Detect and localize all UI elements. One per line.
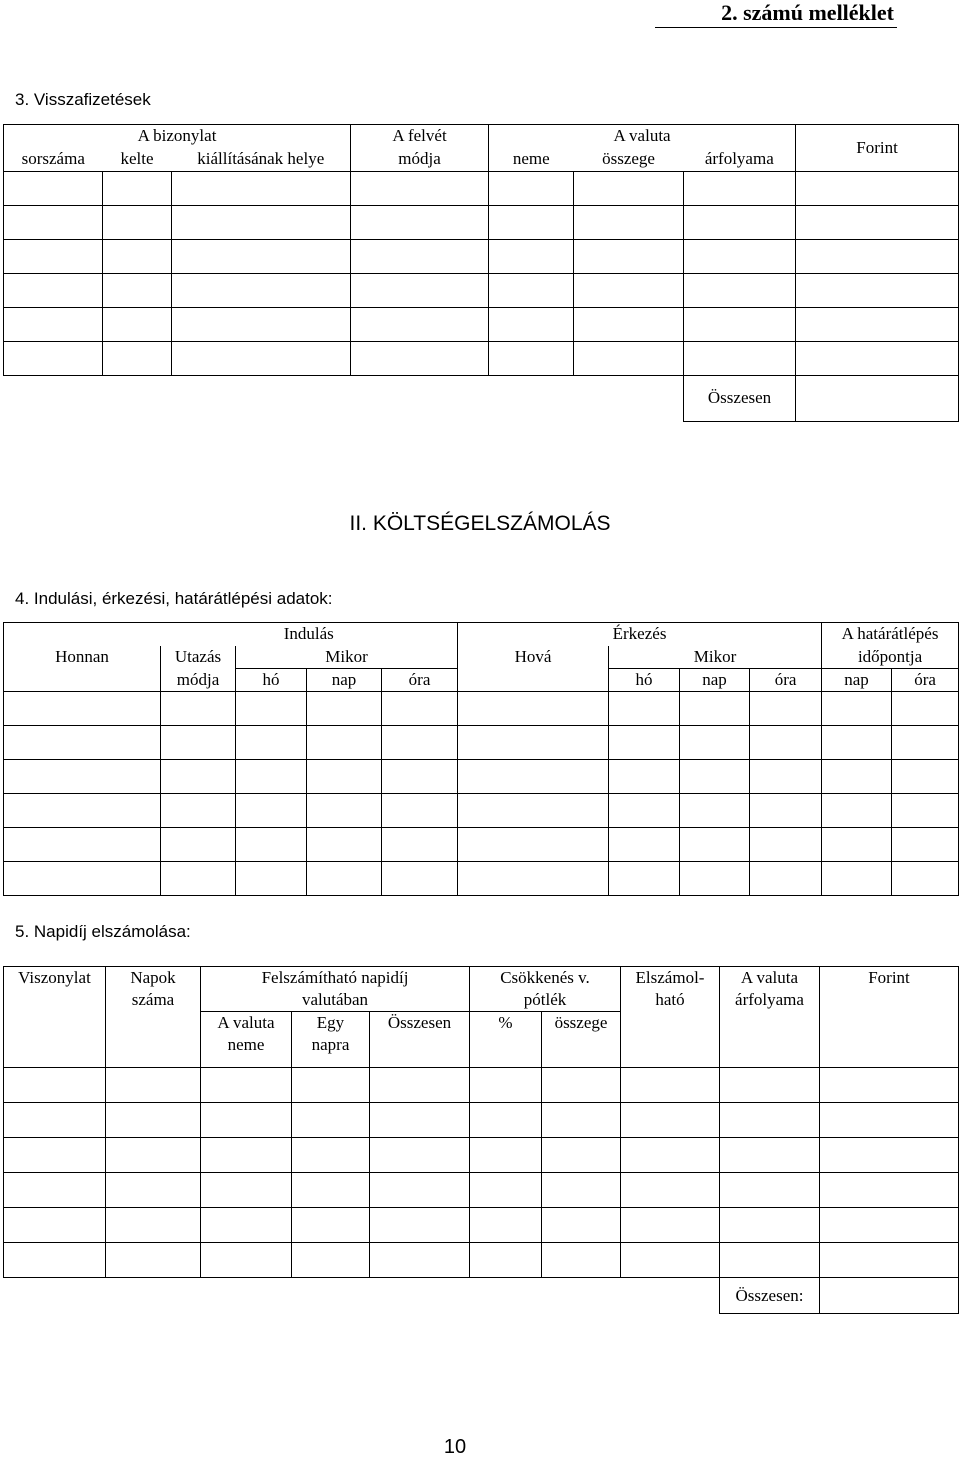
section3-title: 3. Visszafizetések bbox=[15, 90, 151, 109]
header-valarf-1: A valuta bbox=[740, 968, 799, 987]
table-row bbox=[4, 205, 959, 239]
header-elszamolhato bbox=[621, 967, 720, 1012]
header-valuta-neme bbox=[201, 1012, 292, 1068]
table-row bbox=[4, 862, 959, 896]
header-neme: neme bbox=[227, 1035, 265, 1054]
header-ho: hó bbox=[236, 669, 307, 692]
header-mikor-indulas: Mikor bbox=[236, 646, 458, 669]
header-elsz-1: Elszámol- bbox=[635, 968, 705, 987]
header-bizonylat: A bizonylat bbox=[4, 125, 351, 148]
table-row bbox=[4, 828, 959, 862]
total-label: Összesen bbox=[684, 375, 796, 421]
total-label: Összesen: bbox=[720, 1278, 820, 1314]
table-row bbox=[4, 726, 959, 760]
header-modja: módja bbox=[161, 669, 236, 692]
header-modja: módja bbox=[351, 147, 489, 171]
header-ora: óra bbox=[382, 669, 458, 692]
travel-table bbox=[3, 622, 959, 896]
total-value bbox=[820, 1278, 959, 1314]
header-avaluta: A valuta bbox=[217, 1013, 275, 1032]
header-idopontja: időpontja bbox=[822, 646, 959, 669]
table-row bbox=[4, 341, 959, 375]
page-number: 10 bbox=[443, 1436, 467, 1458]
header-osszege: összege bbox=[542, 1012, 621, 1068]
header-honnan: Honnan bbox=[4, 646, 161, 669]
table-row bbox=[4, 692, 959, 726]
header-neme: neme bbox=[489, 147, 574, 171]
header-indulas: Indulás bbox=[161, 623, 458, 646]
header-forint: Forint bbox=[796, 125, 959, 172]
table-row bbox=[4, 171, 959, 205]
page-heading: II. KÖLTSÉGELSZÁMOLÁS bbox=[349, 512, 611, 535]
header-nap: nap bbox=[680, 669, 750, 692]
header-valuta-arfolyam bbox=[720, 967, 820, 1012]
section5-title: 5. Napidíj elszámolása: bbox=[15, 922, 191, 941]
header-elsz-2: ható bbox=[655, 990, 685, 1009]
header-ora: óra bbox=[892, 669, 959, 692]
header-osszesen: Összesen bbox=[370, 1012, 470, 1068]
header-csokkenes bbox=[470, 967, 621, 1012]
header-pct: % bbox=[470, 1012, 542, 1068]
header-kelte: kelte bbox=[103, 147, 172, 171]
header-hova: Hová bbox=[458, 646, 609, 669]
header-napok bbox=[106, 967, 201, 1012]
header-nap: nap bbox=[822, 669, 892, 692]
table-row bbox=[4, 239, 959, 273]
header-arfolyama: árfolyama bbox=[684, 147, 796, 171]
header-nap: nap bbox=[307, 669, 382, 692]
header-helye: kiállításának helye bbox=[172, 147, 351, 171]
annex-title: 2. számú melléklet bbox=[721, 0, 894, 25]
header-valuta: A valuta bbox=[489, 125, 796, 148]
header-felsz-1: Felszámítható napidíj bbox=[261, 968, 409, 987]
header-ho: hó bbox=[609, 669, 680, 692]
header-valarf-2: árfolyama bbox=[735, 990, 804, 1009]
header-napok-1: Napok bbox=[130, 968, 176, 987]
header-osszege: összege bbox=[574, 147, 684, 171]
section4-title: 4. Indulási, érkezési, határátlépési adatok: bbox=[15, 589, 333, 608]
header-utazas: Utazás bbox=[174, 647, 222, 666]
header-napra: napra bbox=[311, 1035, 350, 1054]
header-ora: óra bbox=[750, 669, 822, 692]
table-row bbox=[4, 273, 959, 307]
table-row bbox=[4, 1138, 959, 1173]
header-viszonylat: Viszonylat bbox=[4, 967, 106, 1012]
header-felszamithato bbox=[201, 967, 470, 1012]
per-diem-table bbox=[3, 966, 959, 1314]
table-row bbox=[4, 1103, 959, 1138]
header-felsz-2: valutában bbox=[301, 990, 369, 1009]
table-row bbox=[4, 1173, 959, 1208]
header-egy-napra bbox=[292, 1012, 370, 1068]
header-csokk-2: pótlék bbox=[523, 990, 567, 1009]
header-sorszama: sorszáma bbox=[4, 147, 103, 171]
header-erkezes: Érkezés bbox=[458, 623, 822, 646]
annex-underline bbox=[655, 27, 897, 28]
header-egy: Egy bbox=[316, 1013, 345, 1032]
table-row bbox=[4, 1208, 959, 1243]
refunds-table bbox=[3, 124, 959, 422]
table-row bbox=[4, 1068, 959, 1103]
table-row bbox=[4, 1243, 959, 1278]
total-value bbox=[796, 375, 959, 421]
header-csokk-1: Csökkenés v. bbox=[500, 968, 590, 987]
header-mikor-erkezes: Mikor bbox=[609, 646, 822, 669]
table-row bbox=[4, 307, 959, 341]
header-hatar: A határátlépés bbox=[822, 623, 959, 646]
table-row bbox=[4, 794, 959, 828]
header-forint: Forint bbox=[820, 967, 959, 1012]
table-row bbox=[4, 760, 959, 794]
header-napok-2: száma bbox=[131, 990, 175, 1009]
header-felvet: A felvét bbox=[351, 125, 489, 148]
